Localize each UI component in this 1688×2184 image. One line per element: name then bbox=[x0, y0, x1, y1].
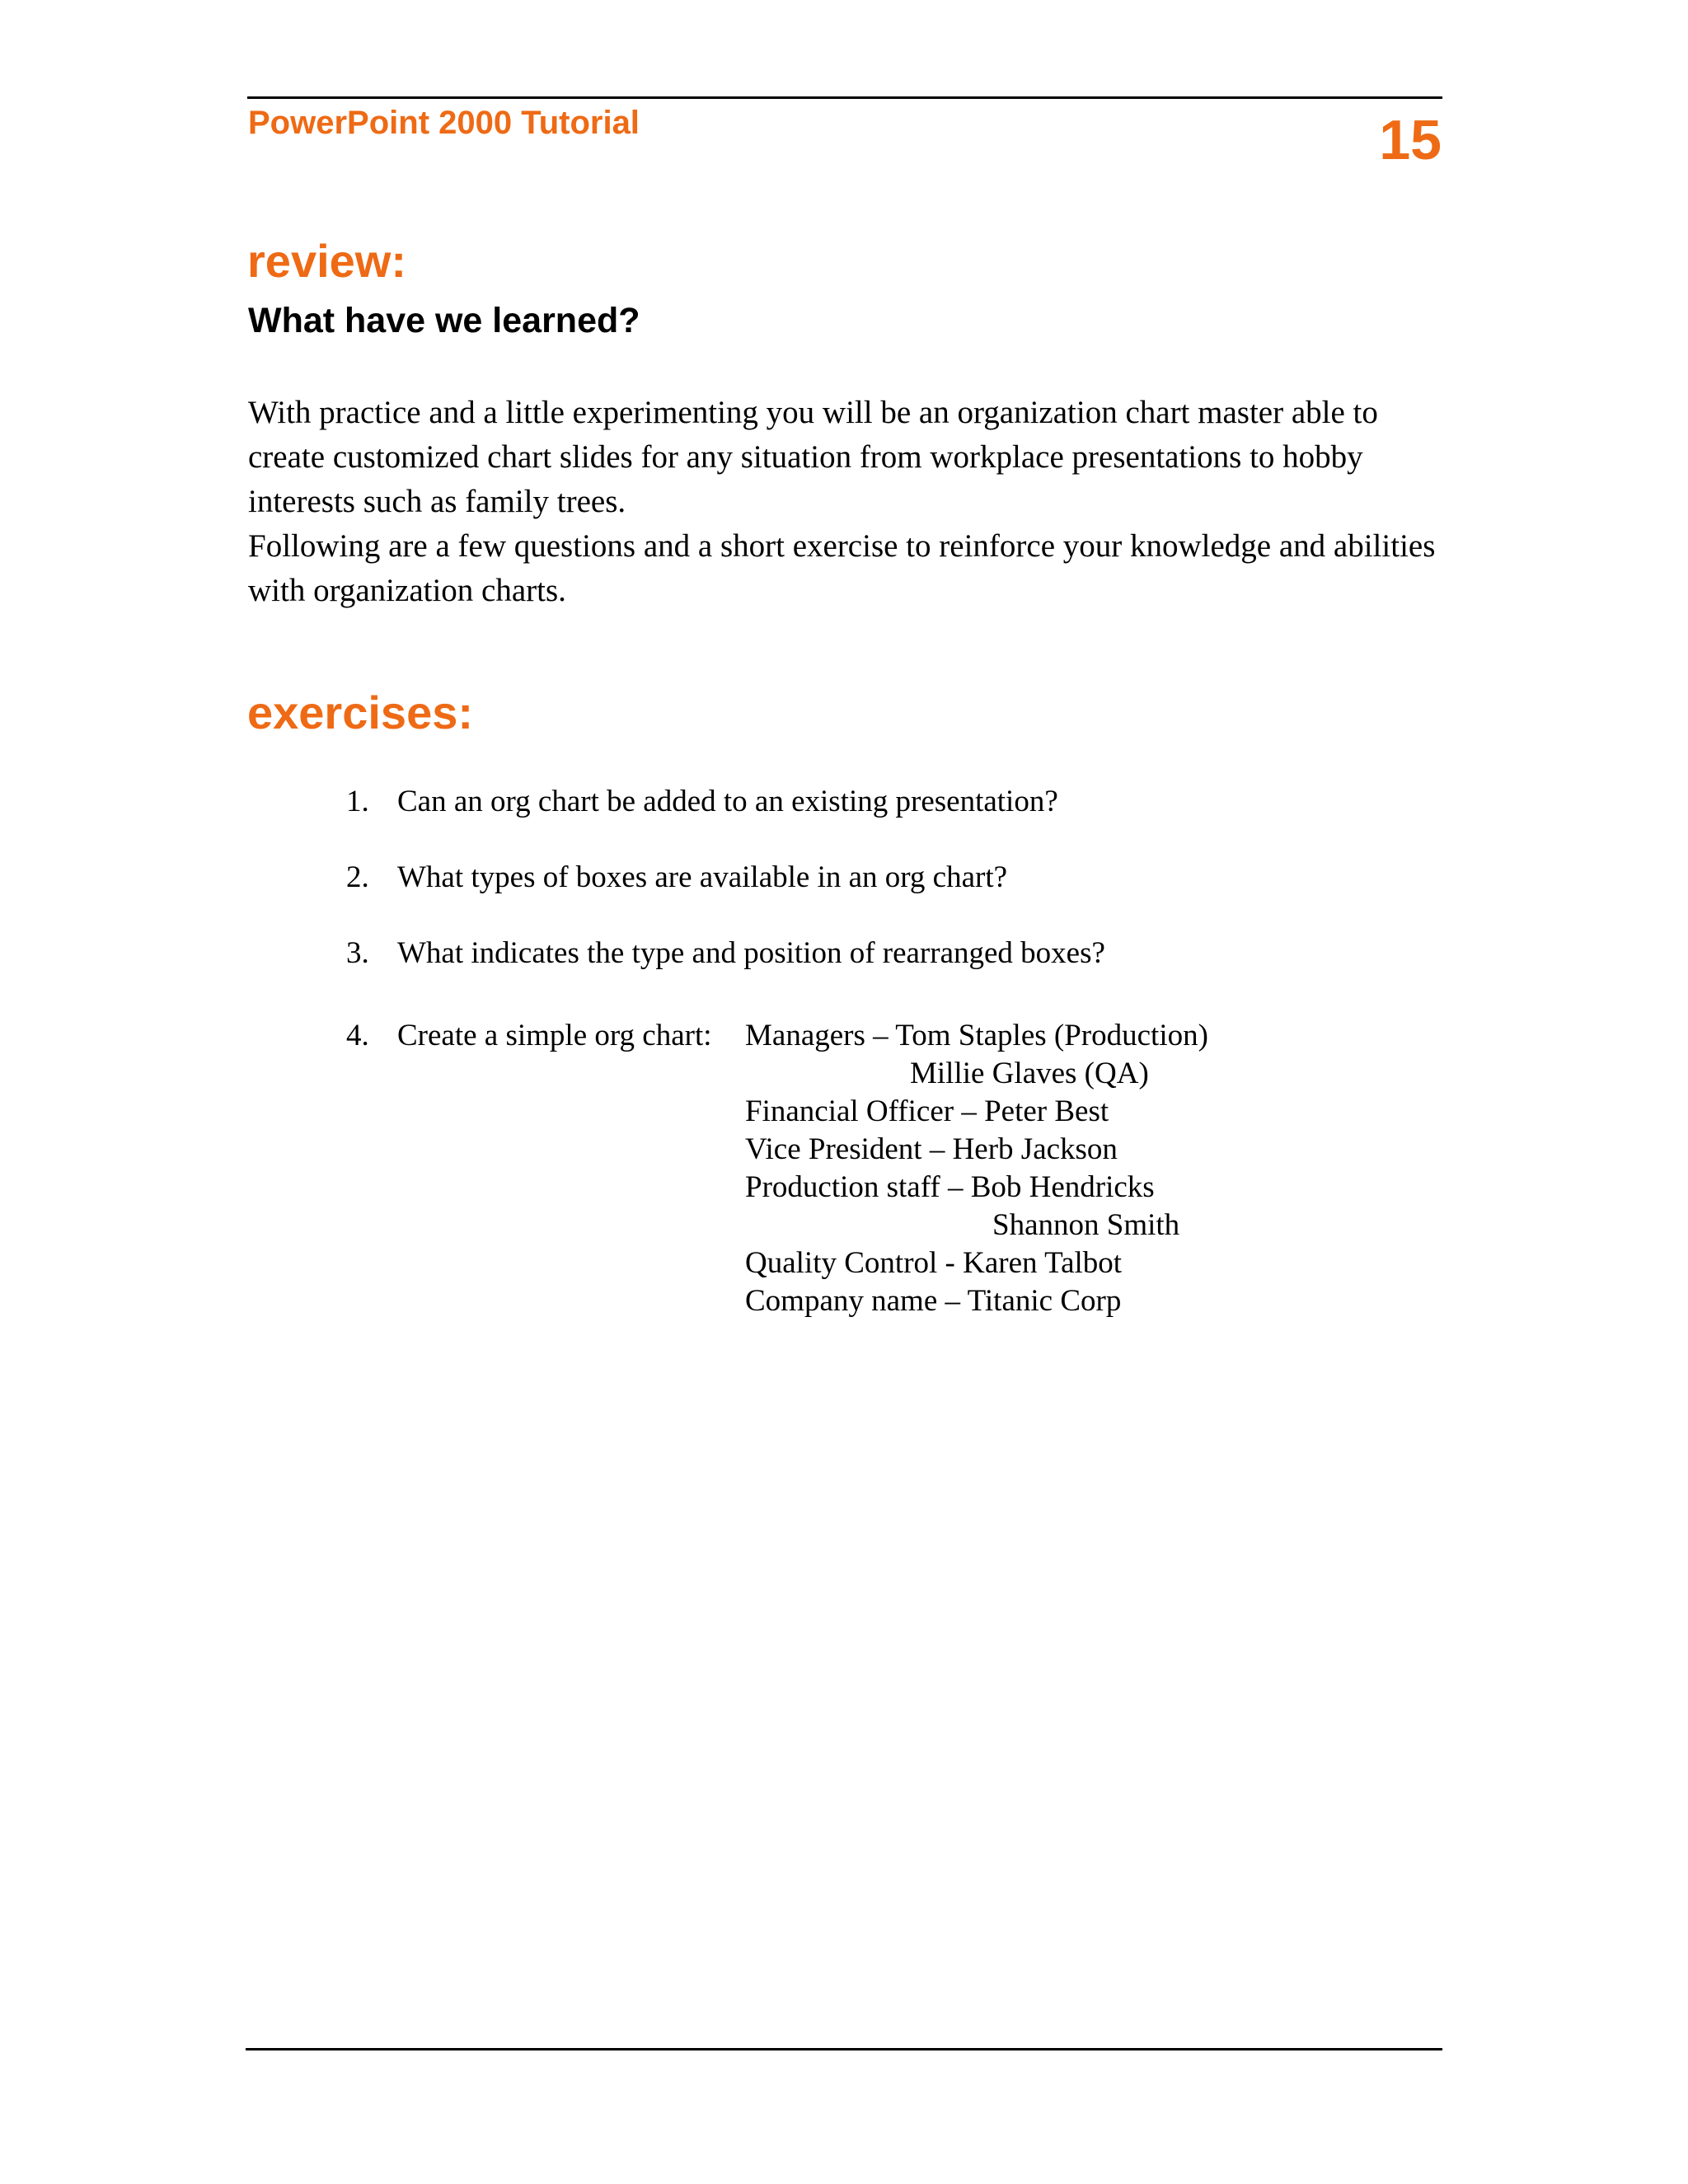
org-chart-line: Managers – Tom Staples (Production) bbox=[745, 1019, 1208, 1052]
exercise-text: Create a simple org chart: bbox=[397, 1019, 712, 1052]
review-heading: review: bbox=[247, 235, 406, 287]
exercise-number: 4. bbox=[346, 1019, 369, 1052]
exercise-item bbox=[346, 859, 1007, 897]
org-chart-line: Millie Glaves (QA) bbox=[910, 1057, 1149, 1090]
exercise-number: 1. bbox=[346, 785, 369, 818]
org-chart-line: Quality Control - Karen Talbot bbox=[745, 1246, 1123, 1280]
exercise-text: What types of boxes are available in an org chart? bbox=[397, 860, 1008, 894]
exercise-item bbox=[346, 935, 1105, 972]
exercise-text: Can an org chart be added to an existing presentation? bbox=[397, 785, 1058, 818]
exercise-text: What indicates the type and position of rearranged boxes? bbox=[397, 936, 1105, 970]
org-chart-line: Financial Officer – Peter Best bbox=[745, 1094, 1109, 1128]
intro-paragraph: With practice and a little experimenting you will be an organization chart master able to create customized chart slides for any situation from workplace presentations to hobby interests such as family trees. bbox=[248, 395, 1378, 519]
exercises-heading: exercises: bbox=[247, 687, 474, 738]
org-chart-details bbox=[745, 1017, 1208, 1320]
org-chart-line: Shannon Smith bbox=[992, 1208, 1180, 1242]
org-chart-line: Company name – Titanic Corp bbox=[745, 1284, 1122, 1318]
footer-rule bbox=[246, 2048, 1442, 2050]
org-chart-line: Vice President – Herb Jackson bbox=[745, 1132, 1118, 1166]
header-rule bbox=[247, 96, 1442, 99]
org-chart-line: Production staff – Bob Hendricks bbox=[745, 1170, 1155, 1204]
intro-paragraph: Following are a few questions and a short exercise to reinforce your knowledge and abilities with organization charts. bbox=[248, 528, 1436, 608]
review-subheading: What have we learned? bbox=[248, 301, 640, 340]
exercise-item bbox=[346, 783, 1058, 821]
running-header-title: PowerPoint 2000 Tutorial bbox=[248, 105, 640, 141]
page-number: 15 bbox=[1379, 109, 1442, 171]
review-intro bbox=[248, 391, 1460, 613]
exercise-item bbox=[346, 1017, 712, 1055]
exercise-number: 2. bbox=[346, 860, 369, 894]
exercise-number: 3. bbox=[346, 936, 369, 970]
